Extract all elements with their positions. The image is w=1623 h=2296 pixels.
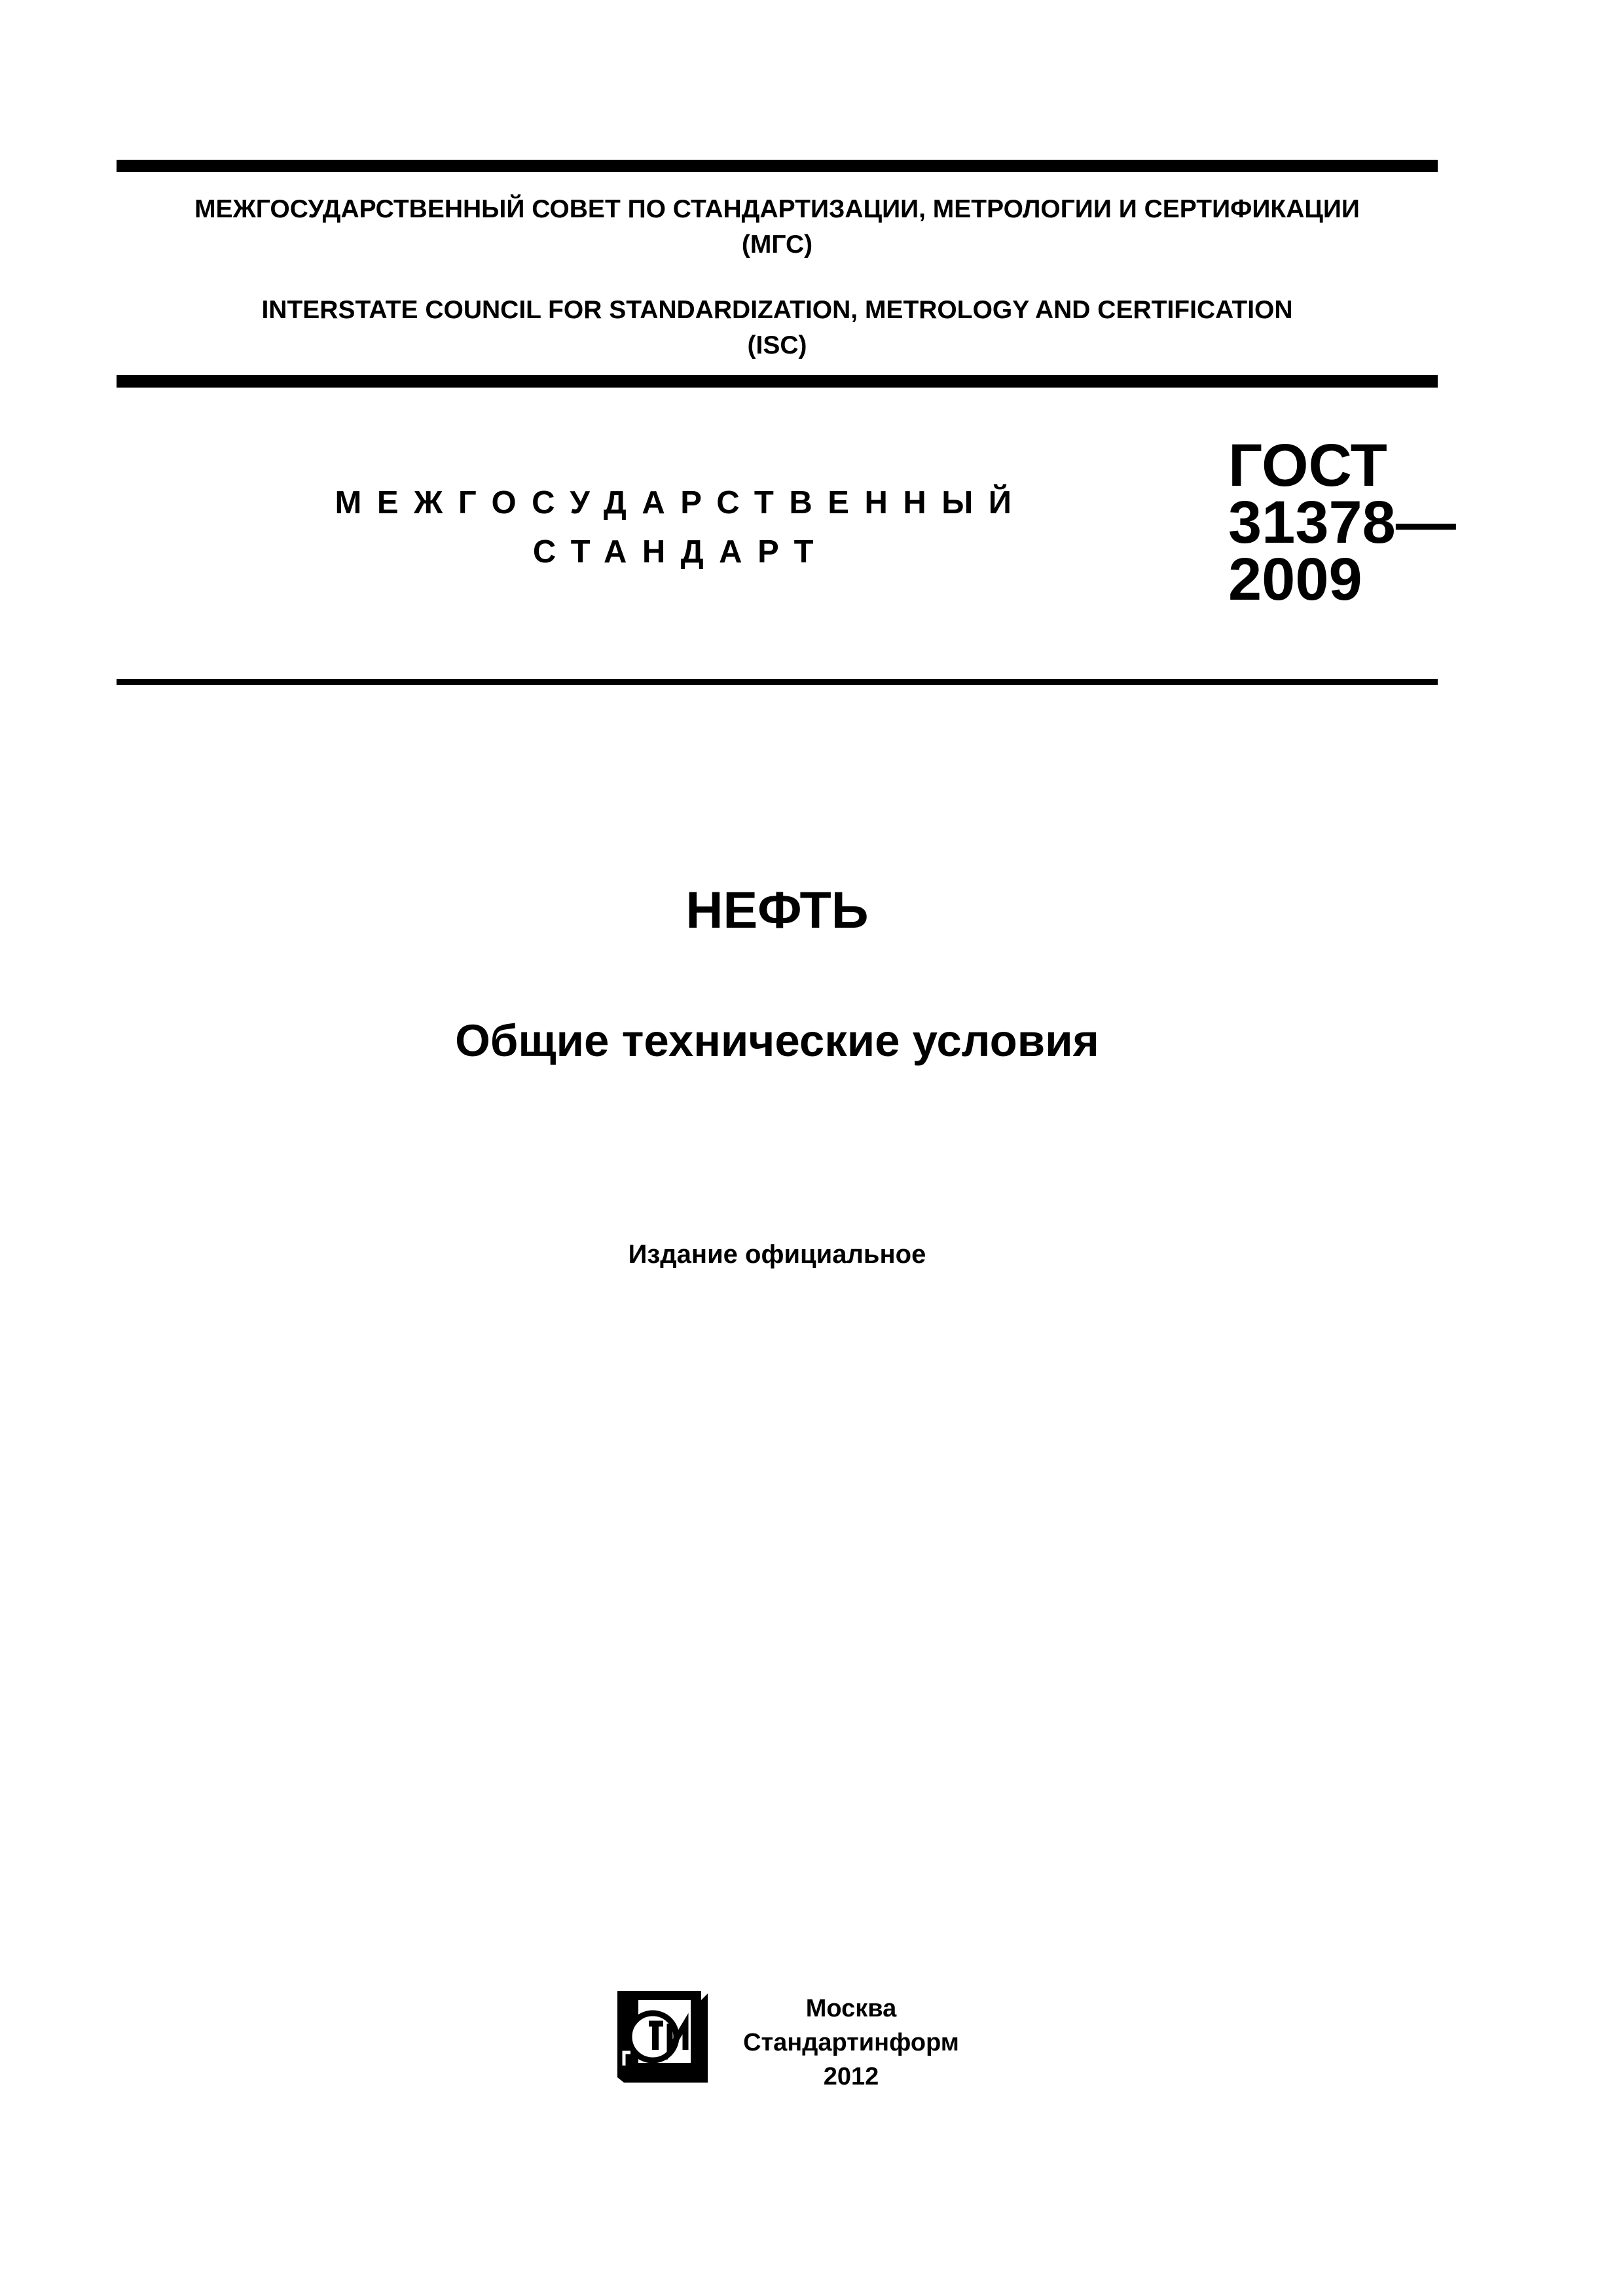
gost-year: 2009: [1228, 546, 1362, 613]
standard-kind-line2: СТАНДАРТ: [532, 534, 830, 570]
top-rule: [117, 160, 1438, 172]
publisher-city: Москва: [805, 1995, 897, 2022]
bottom-rule: [117, 679, 1438, 685]
council-abbr-ru: (МГС): [741, 230, 813, 259]
council-abbr-en: (ISC): [747, 331, 807, 359]
council-name-ru: [117, 192, 1438, 263]
document-subtitle: Общие технические условия: [455, 1015, 1099, 1066]
standard-kind-line1: МЕЖГОСУДАРСТВЕННЫЙ: [335, 485, 1027, 520]
gost-number: 31378—: [1228, 489, 1456, 556]
publisher-name: Стандартинформ: [743, 2029, 959, 2056]
middle-rule: [117, 375, 1438, 388]
gost-designation: [1228, 432, 1456, 613]
publication-year: 2012: [823, 2063, 879, 2090]
council-name-ru-line: МЕЖГОСУДАРСТВЕННЫЙ СОВЕТ ПО СТАНДАРТИЗАЦИИ, МЕТРОЛОГИИ И СЕРТИФИКАЦИИ: [194, 195, 1360, 223]
standartinform-logo-icon: [612, 1987, 710, 2085]
publisher-imprint: [714, 1992, 989, 2094]
council-name-en-line: INTERSTATE COUNCIL FOR STANDARDIZATION, METROLOGY AND CERTIFICATION: [261, 296, 1293, 324]
edition-note: Издание официальное: [628, 1240, 926, 1269]
document-title: НЕФТЬ: [685, 881, 869, 939]
council-name-en: [117, 293, 1438, 363]
gost-label: ГОСТ: [1228, 432, 1387, 499]
standard-kind: [314, 479, 1048, 577]
